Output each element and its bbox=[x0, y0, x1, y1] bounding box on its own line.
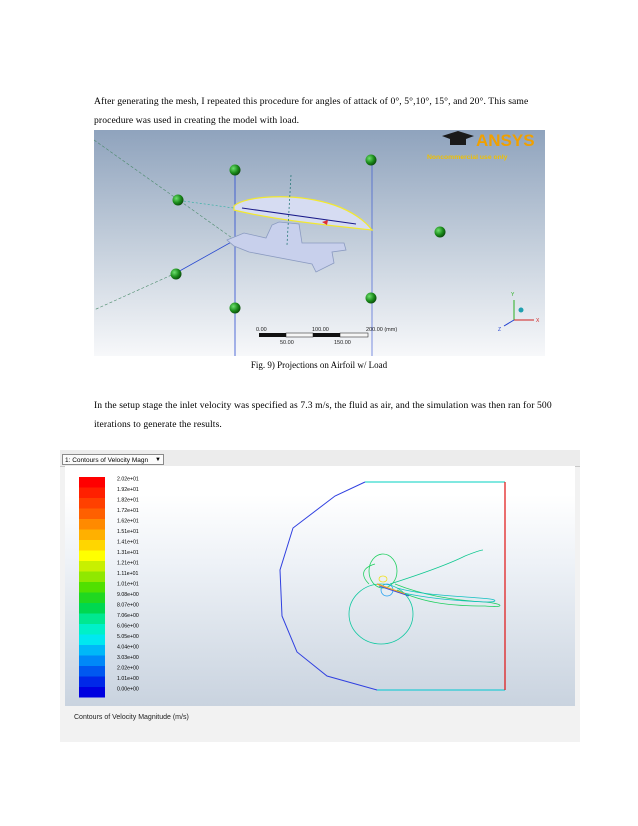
figure-airfoil-projection bbox=[94, 130, 545, 356]
scale-label: 50.00 bbox=[280, 340, 294, 346]
legend-swatch bbox=[79, 540, 105, 551]
scale-label: 0.00 bbox=[256, 327, 267, 333]
scale-label: 150.00 bbox=[334, 340, 351, 346]
legend-label: 1.11e+01 bbox=[117, 571, 139, 577]
legend-label: 2.02e+00 bbox=[117, 665, 139, 672]
legend-label: 4.04e+00 bbox=[117, 644, 139, 651]
sphere-marker bbox=[230, 165, 241, 176]
legend-swatch bbox=[79, 551, 105, 562]
legend-label: 1.21e+01 bbox=[117, 560, 139, 567]
legend-label: 3.03e+00 bbox=[117, 655, 139, 661]
legend-label: 7.06e+00 bbox=[117, 613, 139, 619]
legend-swatch bbox=[79, 498, 105, 509]
legend-label: 1.51e+01 bbox=[117, 529, 139, 535]
legend-swatch bbox=[79, 624, 105, 635]
velocity-contours bbox=[349, 550, 500, 644]
sphere-marker bbox=[173, 195, 184, 206]
velocity-contour-plot bbox=[65, 466, 575, 706]
legend-label: 8.07e+00 bbox=[117, 602, 139, 609]
legend-label: 1.31e+01 bbox=[117, 550, 139, 556]
legend-label: 5.05e+00 bbox=[117, 634, 139, 640]
color-legend bbox=[79, 477, 139, 698]
scale-segment bbox=[286, 333, 313, 337]
legend-label: 1.82e+01 bbox=[117, 497, 139, 504]
legend-swatch bbox=[79, 656, 105, 667]
legend-swatch bbox=[79, 519, 105, 530]
legend-swatch bbox=[79, 561, 105, 572]
legend-swatch bbox=[79, 645, 105, 656]
legend-label: 1.72e+01 bbox=[117, 508, 139, 514]
display-selector-dropdown[interactable] bbox=[62, 454, 164, 465]
legend-label: 2.02e+01 bbox=[117, 476, 139, 483]
scale-label: 100.00 bbox=[312, 327, 329, 333]
legend-label: 9.08e+00 bbox=[117, 592, 139, 598]
z-axis-label: Z bbox=[498, 327, 502, 333]
chevron-down-icon[interactable]: ▼ bbox=[155, 457, 161, 463]
scale-segment bbox=[313, 333, 340, 337]
scale-segment bbox=[259, 333, 286, 337]
legend-swatch bbox=[79, 614, 105, 625]
sphere-marker bbox=[435, 227, 446, 238]
sphere-marker bbox=[230, 303, 241, 314]
legend-swatch bbox=[79, 477, 105, 488]
legend-label: 6.06e+00 bbox=[117, 623, 139, 630]
paragraph-setup: In the setup stage the inlet velocity was specified as 7.3 m/s, the fluid as air, and the simulation was then ran for 500 iterations to generate the results. bbox=[94, 400, 552, 430]
graduation-cap-icon bbox=[450, 139, 466, 145]
legend-swatch bbox=[79, 687, 105, 698]
sphere-marker bbox=[366, 155, 377, 166]
display-selector-label: 1: Contours of Velocity Magn bbox=[65, 457, 149, 464]
legend-swatch bbox=[79, 677, 105, 688]
x-axis-label: X bbox=[536, 318, 540, 324]
sphere-marker bbox=[171, 269, 182, 280]
sphere-marker bbox=[366, 293, 377, 304]
figure-caption: Fig. 9) Projections on Airfoil w/ Load bbox=[250, 360, 388, 370]
ansys-logo-text: ANSYS bbox=[476, 131, 535, 150]
paragraph-intro: After generating the mesh, I repeated this procedure for angles of attack of 0°, 5°,10°, 15°, and 20°. This same procedure was used in creating the model with load. bbox=[94, 96, 529, 126]
legend-label: 1.62e+01 bbox=[117, 518, 139, 525]
legend-label: 0.00e+00 bbox=[117, 686, 139, 693]
scale-label: 200.00 (mm) bbox=[366, 327, 398, 333]
legend-swatch bbox=[79, 572, 105, 583]
plot-title: Contours of Velocity Magnitude (m/s) bbox=[74, 714, 189, 721]
legend-swatch bbox=[79, 603, 105, 614]
legend-swatch bbox=[79, 530, 105, 541]
ansys-noncommercial-text: Noncommercial use only bbox=[427, 154, 508, 161]
legend-swatch bbox=[79, 582, 105, 593]
y-axis-label: Y bbox=[511, 292, 515, 298]
legend-swatch bbox=[79, 488, 105, 499]
triad-origin-icon bbox=[519, 308, 524, 313]
legend-label: 1.01e+00 bbox=[117, 676, 139, 682]
legend-label: 1.92e+01 bbox=[117, 487, 139, 493]
legend-swatch bbox=[79, 666, 105, 677]
legend-label: 1.41e+01 bbox=[117, 539, 139, 546]
legend-swatch bbox=[79, 509, 105, 520]
legend-label: 1.01e+01 bbox=[117, 581, 139, 588]
scale-segment bbox=[340, 333, 368, 337]
legend-swatch bbox=[79, 593, 105, 604]
legend-swatch bbox=[79, 635, 105, 646]
